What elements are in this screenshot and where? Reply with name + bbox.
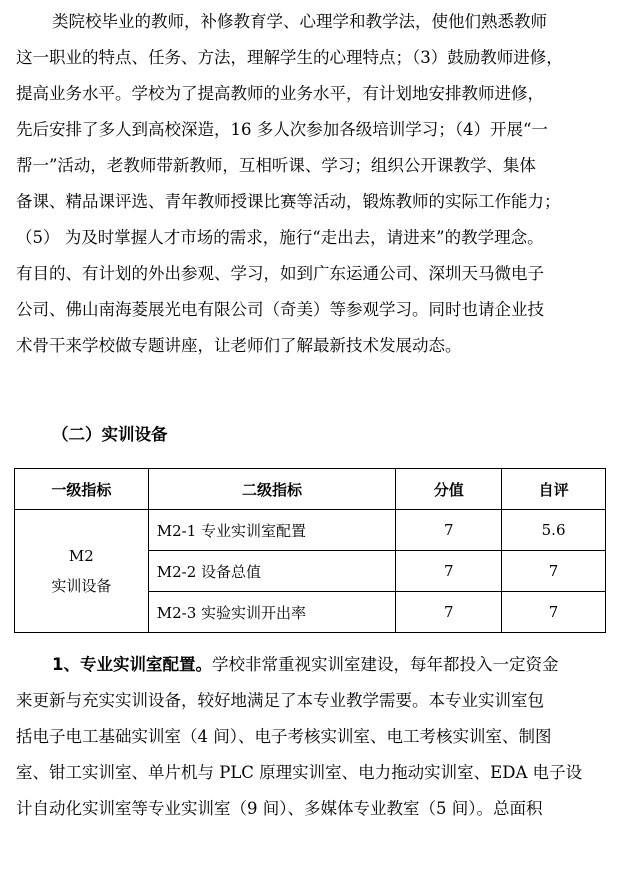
score-cell: 7 xyxy=(396,551,502,592)
table-header-row xyxy=(15,469,606,510)
table-row xyxy=(15,510,606,551)
section-heading: （二）实训设备 xyxy=(52,425,168,444)
paragraph-line: 计自动化实训室等专业实训室（9 间）、多媒体专业教室（5 间）。总面积 xyxy=(16,799,543,818)
self-eval-cell: 5.6 xyxy=(502,510,606,551)
score-cell: 7 xyxy=(396,592,502,633)
self-eval-cell: 7 xyxy=(502,592,606,633)
header-self-eval: 自评 xyxy=(502,469,606,510)
paragraph-line: （5） 为及时掌握人才市场的需求，施行“走出去，请进来”的教学理念。 xyxy=(16,228,544,247)
category-code: M2 xyxy=(68,547,94,565)
header-level1: 一级指标 xyxy=(15,469,149,510)
paragraph-line: 提高业务水平。学校为了提高教师的业务水平，有计划地安排教师进修， xyxy=(16,84,544,103)
paragraph-line: 术骨干来学校做专题讲座，让老师们了解最新技术发展动态。 xyxy=(16,336,462,355)
top-paragraph xyxy=(16,4,612,364)
paragraph-line: 有目的、有计划的外出参观、学习，如到广东运通公司、深圳天马微电子 xyxy=(16,264,544,283)
category-cell xyxy=(15,510,149,633)
score-cell: 7 xyxy=(396,510,502,551)
paragraph-text: 学校非常重视实训室建设，每年都投入一定资金 xyxy=(211,655,559,674)
bottom-paragraph xyxy=(16,647,612,827)
header-level2: 二级指标 xyxy=(148,469,396,510)
paragraph-line xyxy=(16,647,612,683)
paragraph-line: 来更新与充实实训设备，较好地满足了本专业教学需要。本专业实训室包 xyxy=(16,691,544,710)
self-eval-cell: 7 xyxy=(502,551,606,592)
paragraph-line: 类院校毕业的教师，补修教育学、心理学和教学法，使他们熟悉教师 xyxy=(52,12,547,31)
indicator-table xyxy=(14,468,606,633)
header-score: 分值 xyxy=(396,469,502,510)
indicator-cell: M2-1 专业实训室配置 xyxy=(148,510,396,551)
paragraph-line: 公司、佛山南海菱展光电有限公司（奇美）等参观学习。同时也请企业技 xyxy=(16,300,544,319)
paragraph-line: 先后安排了多人到高校深造，16 多人次参加各级培训学习；（4）开展“一 xyxy=(16,120,548,139)
paragraph-line: 这一职业的特点、任务、方法，理解学生的心理特点；（3）鼓励教师进修， xyxy=(16,48,563,67)
paragraph-line: 室、钳工实训室、单片机与 PLC 原理实训室、电力拖动实训室、EDA 电子设 xyxy=(16,763,583,782)
paragraph-line: 备课、精品课评选、青年教师授课比赛等活动，锻炼教师的实际工作能力； xyxy=(16,192,561,211)
indicator-cell: M2-3 实验实训开出率 xyxy=(148,592,396,633)
subsection-lead: 1、专业实训室配置。 xyxy=(52,655,212,674)
paragraph-line: 括电子电工基础实训室（4 间）、电子考核实训室、电工考核实训室、制图 xyxy=(16,727,552,746)
paragraph-line: 帮一”活动，老教师带新教师，互相听课、学习；组织公开课教学、集体 xyxy=(16,156,536,175)
indicator-cell: M2-2 设备总值 xyxy=(148,551,396,592)
category-name: 实训设备 xyxy=(51,577,112,595)
